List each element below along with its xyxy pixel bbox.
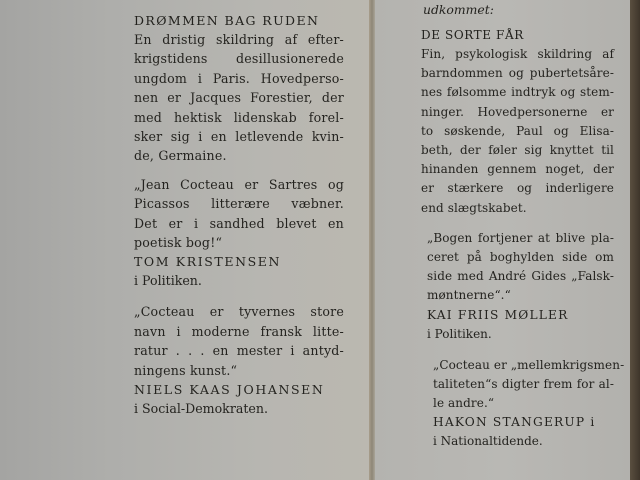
text-line: „Cocteau er „mellemkrigsmen- <box>433 357 625 372</box>
review-source: i Politiken. <box>427 326 492 341</box>
text-line: nen er Jacques Forestier, der <box>134 90 344 106</box>
text-line: ceret på boghylden side om <box>427 250 614 265</box>
review-author: KAI FRIIS MØLLER <box>427 307 569 322</box>
text-line: Picassos litterære væbner. <box>134 196 344 212</box>
text-line: barndommen og pubertetsåre- <box>421 66 614 81</box>
text-line: krigstidens desillusionerede <box>134 51 344 67</box>
review-source: i Nationaltidende. <box>433 434 543 449</box>
book-description <box>421 45 614 218</box>
review-source: i Social-Demokraten. <box>134 401 268 417</box>
text-line: med hektisk lidenskab forel- <box>134 109 344 125</box>
left-page-text <box>134 11 344 418</box>
review-quote <box>433 356 625 452</box>
text-line: to søskende, Paul og Elisa- <box>421 123 614 138</box>
text-line: navn i moderne fransk litte- <box>134 323 344 339</box>
book-title: DRØMMEN BAG RUDEN <box>134 13 320 28</box>
intro-text: udkommet: <box>423 2 494 17</box>
text-line: Fin, psykologisk skildring af <box>421 47 614 61</box>
text-line: „Cocteau er tyvernes store <box>134 304 344 320</box>
text-line: Det er i sandhed blevet en <box>134 215 344 231</box>
text-line: „Jean Cocteau er Sartres og <box>134 176 344 192</box>
text-line: hinanden gennem noget, der <box>421 162 614 177</box>
review-author: NIELS KAAS JOHANSEN <box>134 382 325 398</box>
text-line: ningens kunst.“ <box>134 362 238 378</box>
text-line: le andre.“ <box>433 396 495 411</box>
text-line: end slægtskabet. <box>421 200 527 215</box>
text-line: ratur . . . en mester i antyd- <box>134 343 344 359</box>
review-author: TOM KRISTENSEN <box>134 254 282 270</box>
right-page-text <box>421 0 625 451</box>
text-line: de, Germaine. <box>134 148 227 164</box>
text-line: ninger. Hovedpersonerne er <box>421 104 614 119</box>
review-quote <box>134 175 344 291</box>
review-source: i Politiken. <box>134 273 202 289</box>
text-line: er stærkere og inderligere <box>421 181 614 196</box>
review-quote <box>427 229 614 344</box>
text-line: møntnerne“.“ <box>427 288 511 303</box>
text-line: ungdom i Paris. Hovedperso- <box>134 70 344 86</box>
review-quote <box>134 302 344 418</box>
text-line: nes følsomme indtryk og stem- <box>421 85 614 100</box>
review-author: HAKON STANGERUP i <box>433 415 596 430</box>
book-description <box>134 30 344 166</box>
text-line: poetisk bog!“ <box>134 235 223 251</box>
text-line: „Bogen fortjener at blive pla- <box>427 230 614 245</box>
text-line: taliteten“s digter frem for al- <box>433 376 614 391</box>
text-line: beth, der føler sig knyttet til <box>421 143 614 158</box>
text-line: sker sig i en letlevende kvin- <box>134 129 344 145</box>
table-surface <box>630 0 640 480</box>
book-title: DE SORTE FÅR <box>421 28 524 42</box>
text-line: En dristig skildring af efter- <box>134 32 344 47</box>
text-line: side med André Gides „Falsk- <box>427 269 614 284</box>
